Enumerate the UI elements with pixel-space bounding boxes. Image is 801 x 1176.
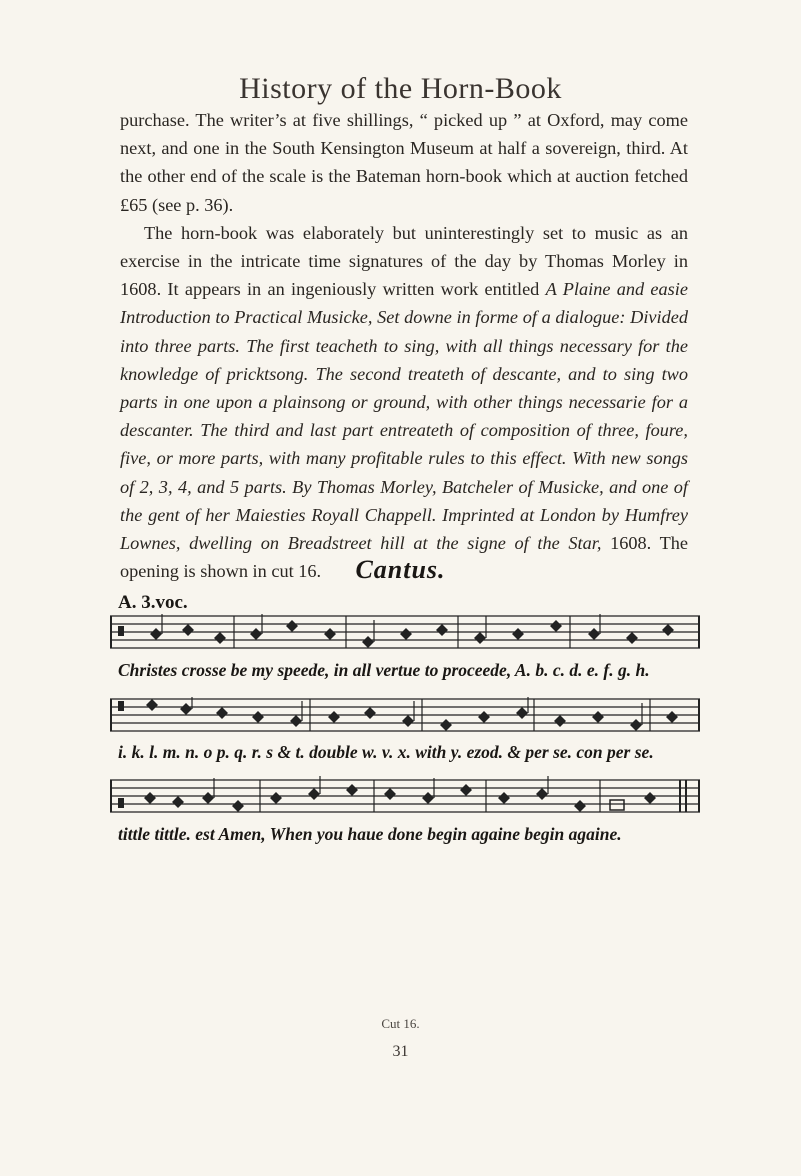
music-staff xyxy=(110,612,700,654)
body-text xyxy=(120,106,688,585)
paragraph-2 xyxy=(120,219,688,586)
lyric-line-1: Christes crosse be my speede, in all vertue to proceede, A. b. c. d. e. f. g. h. xyxy=(118,660,650,680)
music-staff xyxy=(110,776,700,818)
lyric-line-2: i. k. l. m. n. o p. q. r. s & t. double w. v. x. with y. ezod. & per se. con per se. xyxy=(118,742,654,762)
staff-notation-2 xyxy=(110,695,700,737)
figure-title: Cantus. xyxy=(355,555,446,584)
paragraph-2-end: 1608. The opening is shown in cut 16. xyxy=(120,533,688,582)
music-staff xyxy=(110,695,700,737)
paragraph-1: purchase. The writer’s at five shillings, “ picked up ” at Oxford, may come next, and one in the South Kensington Museum at half a sovereign, third. At the other end of the scale is the Bateman horn-book which at auction fetched £65 (see p. 36). xyxy=(120,110,688,215)
staff-notation-1 xyxy=(110,612,700,654)
paragraph-2-intro: The horn-book was elaborately but uninterestingly set to music as an exercise in the intricate time signatures of the day by Thomas Morley in 1608. It appears in an ingeniously written work entitled xyxy=(120,222,688,300)
staff-notation-3 xyxy=(110,776,700,818)
figure-caption: Cut 16. xyxy=(381,1016,420,1031)
book-title: A Plaine and easie Introduction to Practical Musicke, Set downe in forme of a dialogue: Divided into three parts. The first teacheth to sing, with all things necessary for the knowledge of pricktsong. The second treateth of descante, and to sing two parts in one upon a plainsong or ground, with other things necessarie for a descanter. The third and last part entreateth of composition of three, foure, five, or more parts, with many profitable rules to this effect. With new songs of 2, 3, 4, and 5 parts. By Thomas Morley, Batcheler of Musicke, and one of the gent of her Maiesties Royall Chappell. Imprinted at London by Humfrey Lownes, dwelling on Breadstreet hill at the signe of the Star, xyxy=(120,279,688,554)
running-head: History of the Horn-Book xyxy=(239,72,562,105)
voice-label: A. 3.voc. xyxy=(118,592,188,613)
lyric-line-3: tittle tittle. est Amen, When you haue done begin againe begin againe. xyxy=(118,824,622,844)
page-number: 31 xyxy=(392,1043,409,1060)
